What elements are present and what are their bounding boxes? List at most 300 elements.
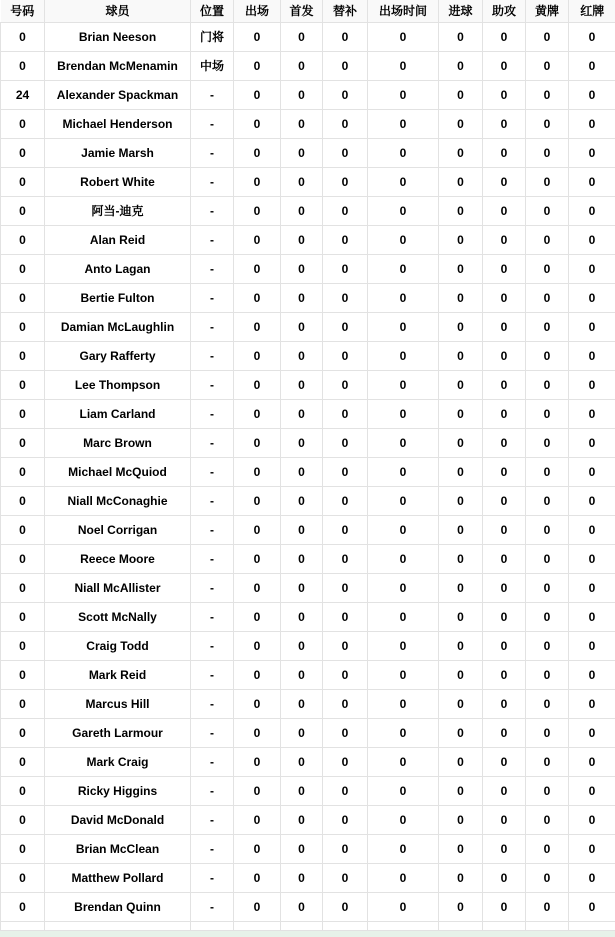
cell-yellow_cards: 0 bbox=[526, 776, 569, 805]
cell-starts: 0 bbox=[281, 747, 323, 776]
cell-assists: 0 bbox=[483, 254, 526, 283]
table-header-row bbox=[1, 0, 615, 22]
cell-appearances: 0 bbox=[234, 51, 281, 80]
cell-yellow_cards: 0 bbox=[526, 457, 569, 486]
cell-substitute: 0 bbox=[323, 892, 368, 921]
cell-appearances: 0 bbox=[234, 834, 281, 863]
cell-number: 0 bbox=[1, 718, 45, 747]
cell-position: - bbox=[191, 283, 234, 312]
cell-assists: 0 bbox=[483, 370, 526, 399]
cell-starts: 0 bbox=[281, 805, 323, 834]
cell-starts: 0 bbox=[281, 80, 323, 109]
cell-player: Matthew Pollard bbox=[45, 863, 191, 892]
cell-number: 0 bbox=[1, 109, 45, 138]
cell-number: 0 bbox=[1, 573, 45, 602]
cell-number: 24 bbox=[1, 80, 45, 109]
table-row bbox=[1, 631, 615, 660]
cell-goals: 0 bbox=[439, 283, 483, 312]
cell-assists: 0 bbox=[483, 486, 526, 515]
cell-assists: 0 bbox=[483, 196, 526, 225]
cell-appearances: 0 bbox=[234, 457, 281, 486]
cell-player: Niall McConaghie bbox=[45, 486, 191, 515]
cell-assists: 0 bbox=[483, 544, 526, 573]
cell-position: - bbox=[191, 776, 234, 805]
cell-yellow_cards: 0 bbox=[526, 486, 569, 515]
column-header-red_cards: 红牌 bbox=[569, 0, 615, 22]
cell-red_cards: 0 bbox=[569, 718, 615, 747]
cell-player: Brendan Quinn bbox=[45, 892, 191, 921]
cell-red_cards: 0 bbox=[569, 399, 615, 428]
cell-position: - bbox=[191, 892, 234, 921]
cell-goals: 0 bbox=[439, 80, 483, 109]
cell-minutes: 0 bbox=[368, 631, 439, 660]
cell-goals: 0 bbox=[439, 660, 483, 689]
cell-player: Alan Reid bbox=[45, 225, 191, 254]
cell-number: 0 bbox=[1, 515, 45, 544]
empty-cell bbox=[483, 921, 526, 930]
cell-player: Jamie Marsh bbox=[45, 138, 191, 167]
cell-goals: 0 bbox=[439, 138, 483, 167]
cell-red_cards: 0 bbox=[569, 689, 615, 718]
cell-starts: 0 bbox=[281, 515, 323, 544]
cell-red_cards: 0 bbox=[569, 631, 615, 660]
cell-number: 0 bbox=[1, 399, 45, 428]
cell-player: Scott McNally bbox=[45, 602, 191, 631]
cell-appearances: 0 bbox=[234, 196, 281, 225]
cell-yellow_cards: 0 bbox=[526, 51, 569, 80]
cell-yellow_cards: 0 bbox=[526, 399, 569, 428]
cell-minutes: 0 bbox=[368, 428, 439, 457]
cell-number: 0 bbox=[1, 834, 45, 863]
cell-position: 中场 bbox=[191, 51, 234, 80]
table-row bbox=[1, 196, 615, 225]
cell-position: - bbox=[191, 399, 234, 428]
cell-appearances: 0 bbox=[234, 109, 281, 138]
cell-red_cards: 0 bbox=[569, 486, 615, 515]
cell-player: Mark Reid bbox=[45, 660, 191, 689]
cell-substitute: 0 bbox=[323, 370, 368, 399]
cell-substitute: 0 bbox=[323, 225, 368, 254]
cell-yellow_cards: 0 bbox=[526, 515, 569, 544]
cell-red_cards: 0 bbox=[569, 51, 615, 80]
cell-starts: 0 bbox=[281, 370, 323, 399]
table-row bbox=[1, 573, 615, 602]
cell-red_cards: 0 bbox=[569, 834, 615, 863]
cell-red_cards: 0 bbox=[569, 660, 615, 689]
cell-goals: 0 bbox=[439, 167, 483, 196]
cell-red_cards: 0 bbox=[569, 254, 615, 283]
cell-minutes: 0 bbox=[368, 457, 439, 486]
cell-starts: 0 bbox=[281, 892, 323, 921]
cell-number: 0 bbox=[1, 283, 45, 312]
cell-minutes: 0 bbox=[368, 254, 439, 283]
cell-starts: 0 bbox=[281, 399, 323, 428]
cell-player: Lee Thompson bbox=[45, 370, 191, 399]
table-row bbox=[1, 138, 615, 167]
cell-red_cards: 0 bbox=[569, 892, 615, 921]
cell-assists: 0 bbox=[483, 109, 526, 138]
cell-goals: 0 bbox=[439, 225, 483, 254]
cell-appearances: 0 bbox=[234, 515, 281, 544]
cell-assists: 0 bbox=[483, 80, 526, 109]
cell-position: - bbox=[191, 602, 234, 631]
cell-red_cards: 0 bbox=[569, 22, 615, 51]
cell-goals: 0 bbox=[439, 573, 483, 602]
cell-starts: 0 bbox=[281, 196, 323, 225]
cell-substitute: 0 bbox=[323, 776, 368, 805]
cell-number: 0 bbox=[1, 689, 45, 718]
cell-number: 0 bbox=[1, 428, 45, 457]
cell-assists: 0 bbox=[483, 457, 526, 486]
cell-substitute: 0 bbox=[323, 457, 368, 486]
cell-goals: 0 bbox=[439, 776, 483, 805]
cell-appearances: 0 bbox=[234, 747, 281, 776]
cell-starts: 0 bbox=[281, 660, 323, 689]
cell-player: David McDonald bbox=[45, 805, 191, 834]
cell-substitute: 0 bbox=[323, 51, 368, 80]
cell-substitute: 0 bbox=[323, 196, 368, 225]
table-row bbox=[1, 602, 615, 631]
cell-starts: 0 bbox=[281, 283, 323, 312]
empty-cell bbox=[569, 921, 615, 930]
cell-number: 0 bbox=[1, 631, 45, 660]
table-row bbox=[1, 254, 615, 283]
cell-player: Bertie Fulton bbox=[45, 283, 191, 312]
table-row bbox=[1, 51, 615, 80]
table-row bbox=[1, 399, 615, 428]
cell-starts: 0 bbox=[281, 863, 323, 892]
cell-yellow_cards: 0 bbox=[526, 22, 569, 51]
cell-minutes: 0 bbox=[368, 138, 439, 167]
empty-cell bbox=[45, 921, 191, 930]
table-row bbox=[1, 457, 615, 486]
cell-red_cards: 0 bbox=[569, 747, 615, 776]
cell-appearances: 0 bbox=[234, 776, 281, 805]
cell-assists: 0 bbox=[483, 515, 526, 544]
table-row bbox=[1, 834, 615, 863]
cell-red_cards: 0 bbox=[569, 370, 615, 399]
cell-red_cards: 0 bbox=[569, 196, 615, 225]
table-row bbox=[1, 544, 615, 573]
cell-yellow_cards: 0 bbox=[526, 718, 569, 747]
cell-substitute: 0 bbox=[323, 167, 368, 196]
cell-position: - bbox=[191, 138, 234, 167]
cell-substitute: 0 bbox=[323, 283, 368, 312]
cell-minutes: 0 bbox=[368, 515, 439, 544]
cell-position: - bbox=[191, 805, 234, 834]
cell-substitute: 0 bbox=[323, 109, 368, 138]
table-row bbox=[1, 283, 615, 312]
cell-appearances: 0 bbox=[234, 544, 281, 573]
cell-player: Alexander Spackman bbox=[45, 80, 191, 109]
cell-assists: 0 bbox=[483, 689, 526, 718]
empty-cell bbox=[1, 921, 45, 930]
cell-minutes: 0 bbox=[368, 109, 439, 138]
cell-minutes: 0 bbox=[368, 399, 439, 428]
cell-assists: 0 bbox=[483, 602, 526, 631]
cell-yellow_cards: 0 bbox=[526, 109, 569, 138]
cell-assists: 0 bbox=[483, 892, 526, 921]
table-row bbox=[1, 747, 615, 776]
cell-red_cards: 0 bbox=[569, 805, 615, 834]
cell-yellow_cards: 0 bbox=[526, 80, 569, 109]
cell-starts: 0 bbox=[281, 341, 323, 370]
cell-appearances: 0 bbox=[234, 486, 281, 515]
cell-assists: 0 bbox=[483, 167, 526, 196]
cell-position: - bbox=[191, 631, 234, 660]
cell-goals: 0 bbox=[439, 689, 483, 718]
cell-appearances: 0 bbox=[234, 718, 281, 747]
table-row bbox=[1, 863, 615, 892]
cell-number: 0 bbox=[1, 863, 45, 892]
cell-substitute: 0 bbox=[323, 863, 368, 892]
cell-assists: 0 bbox=[483, 631, 526, 660]
cell-player: Michael Henderson bbox=[45, 109, 191, 138]
cell-assists: 0 bbox=[483, 834, 526, 863]
cell-player: Gary Rafferty bbox=[45, 341, 191, 370]
cell-substitute: 0 bbox=[323, 631, 368, 660]
cell-goals: 0 bbox=[439, 747, 483, 776]
cell-number: 0 bbox=[1, 22, 45, 51]
cell-assists: 0 bbox=[483, 660, 526, 689]
column-header-minutes: 出场时间 bbox=[368, 0, 439, 22]
cell-goals: 0 bbox=[439, 312, 483, 341]
cell-starts: 0 bbox=[281, 138, 323, 167]
cell-substitute: 0 bbox=[323, 138, 368, 167]
cell-player: Damian McLaughlin bbox=[45, 312, 191, 341]
cell-position: - bbox=[191, 254, 234, 283]
cell-number: 0 bbox=[1, 892, 45, 921]
table-row bbox=[1, 80, 615, 109]
cell-goals: 0 bbox=[439, 254, 483, 283]
cell-goals: 0 bbox=[439, 109, 483, 138]
cell-position: - bbox=[191, 109, 234, 138]
cell-appearances: 0 bbox=[234, 602, 281, 631]
cell-substitute: 0 bbox=[323, 660, 368, 689]
column-header-position: 位置 bbox=[191, 0, 234, 22]
table-row bbox=[1, 167, 615, 196]
cell-number: 0 bbox=[1, 225, 45, 254]
cell-number: 0 bbox=[1, 196, 45, 225]
cell-red_cards: 0 bbox=[569, 573, 615, 602]
table-row bbox=[1, 370, 615, 399]
cell-goals: 0 bbox=[439, 805, 483, 834]
cell-red_cards: 0 bbox=[569, 428, 615, 457]
cell-yellow_cards: 0 bbox=[526, 428, 569, 457]
cell-substitute: 0 bbox=[323, 341, 368, 370]
cell-appearances: 0 bbox=[234, 138, 281, 167]
cell-number: 0 bbox=[1, 138, 45, 167]
cell-assists: 0 bbox=[483, 399, 526, 428]
cell-player: Noel Corrigan bbox=[45, 515, 191, 544]
cell-player: Robert White bbox=[45, 167, 191, 196]
cell-starts: 0 bbox=[281, 602, 323, 631]
cell-position: - bbox=[191, 660, 234, 689]
cell-appearances: 0 bbox=[234, 892, 281, 921]
cell-goals: 0 bbox=[439, 863, 483, 892]
cell-appearances: 0 bbox=[234, 254, 281, 283]
cell-position: - bbox=[191, 312, 234, 341]
cell-minutes: 0 bbox=[368, 776, 439, 805]
cell-assists: 0 bbox=[483, 51, 526, 80]
cell-player: Brendan McMenamin bbox=[45, 51, 191, 80]
cell-starts: 0 bbox=[281, 486, 323, 515]
column-header-yellow_cards: 黄牌 bbox=[526, 0, 569, 22]
cell-assists: 0 bbox=[483, 863, 526, 892]
cell-minutes: 0 bbox=[368, 602, 439, 631]
cell-substitute: 0 bbox=[323, 22, 368, 51]
cell-yellow_cards: 0 bbox=[526, 573, 569, 602]
table-row bbox=[1, 718, 615, 747]
cell-goals: 0 bbox=[439, 457, 483, 486]
cell-player: Michael McQuiod bbox=[45, 457, 191, 486]
cell-substitute: 0 bbox=[323, 718, 368, 747]
cell-starts: 0 bbox=[281, 312, 323, 341]
partial-empty-row bbox=[1, 921, 615, 930]
cell-player: Liam Carland bbox=[45, 399, 191, 428]
table-row bbox=[1, 515, 615, 544]
cell-player: Marcus Hill bbox=[45, 689, 191, 718]
cell-minutes: 0 bbox=[368, 283, 439, 312]
cell-minutes: 0 bbox=[368, 718, 439, 747]
cell-appearances: 0 bbox=[234, 573, 281, 602]
cell-substitute: 0 bbox=[323, 399, 368, 428]
table-row bbox=[1, 109, 615, 138]
cell-yellow_cards: 0 bbox=[526, 283, 569, 312]
cell-yellow_cards: 0 bbox=[526, 747, 569, 776]
cell-substitute: 0 bbox=[323, 544, 368, 573]
cell-substitute: 0 bbox=[323, 602, 368, 631]
cell-goals: 0 bbox=[439, 544, 483, 573]
cell-player: Brian Neeson bbox=[45, 22, 191, 51]
cell-player: 阿当-迪克 bbox=[45, 196, 191, 225]
cell-goals: 0 bbox=[439, 834, 483, 863]
cell-assists: 0 bbox=[483, 341, 526, 370]
cell-red_cards: 0 bbox=[569, 80, 615, 109]
cell-appearances: 0 bbox=[234, 863, 281, 892]
cell-number: 0 bbox=[1, 776, 45, 805]
cell-substitute: 0 bbox=[323, 515, 368, 544]
column-header-substitute: 替补 bbox=[323, 0, 368, 22]
cell-appearances: 0 bbox=[234, 341, 281, 370]
cell-number: 0 bbox=[1, 747, 45, 776]
totals-row-strip bbox=[0, 931, 615, 937]
table-row bbox=[1, 486, 615, 515]
cell-yellow_cards: 0 bbox=[526, 254, 569, 283]
cell-appearances: 0 bbox=[234, 22, 281, 51]
cell-appearances: 0 bbox=[234, 370, 281, 399]
cell-yellow_cards: 0 bbox=[526, 312, 569, 341]
cell-appearances: 0 bbox=[234, 689, 281, 718]
empty-cell bbox=[281, 921, 323, 930]
cell-number: 0 bbox=[1, 167, 45, 196]
cell-minutes: 0 bbox=[368, 689, 439, 718]
cell-assists: 0 bbox=[483, 573, 526, 602]
cell-number: 0 bbox=[1, 341, 45, 370]
column-header-number: 号码 bbox=[1, 0, 45, 22]
cell-appearances: 0 bbox=[234, 631, 281, 660]
cell-assists: 0 bbox=[483, 805, 526, 834]
cell-starts: 0 bbox=[281, 428, 323, 457]
cell-player: Gareth Larmour bbox=[45, 718, 191, 747]
cell-yellow_cards: 0 bbox=[526, 689, 569, 718]
cell-appearances: 0 bbox=[234, 167, 281, 196]
cell-yellow_cards: 0 bbox=[526, 167, 569, 196]
cell-minutes: 0 bbox=[368, 544, 439, 573]
table-row bbox=[1, 689, 615, 718]
cell-player: Mark Craig bbox=[45, 747, 191, 776]
cell-position: - bbox=[191, 718, 234, 747]
cell-position: - bbox=[191, 573, 234, 602]
cell-red_cards: 0 bbox=[569, 109, 615, 138]
cell-player: Marc Brown bbox=[45, 428, 191, 457]
cell-appearances: 0 bbox=[234, 660, 281, 689]
cell-substitute: 0 bbox=[323, 80, 368, 109]
cell-appearances: 0 bbox=[234, 225, 281, 254]
cell-starts: 0 bbox=[281, 225, 323, 254]
cell-starts: 0 bbox=[281, 109, 323, 138]
cell-position: - bbox=[191, 834, 234, 863]
cell-number: 0 bbox=[1, 370, 45, 399]
cell-position: - bbox=[191, 863, 234, 892]
cell-number: 0 bbox=[1, 312, 45, 341]
cell-position: - bbox=[191, 167, 234, 196]
table-row bbox=[1, 776, 615, 805]
cell-position: - bbox=[191, 486, 234, 515]
cell-minutes: 0 bbox=[368, 892, 439, 921]
column-header-player: 球员 bbox=[45, 0, 191, 22]
cell-minutes: 0 bbox=[368, 370, 439, 399]
cell-appearances: 0 bbox=[234, 399, 281, 428]
cell-number: 0 bbox=[1, 254, 45, 283]
cell-starts: 0 bbox=[281, 51, 323, 80]
cell-minutes: 0 bbox=[368, 573, 439, 602]
cell-red_cards: 0 bbox=[569, 515, 615, 544]
cell-minutes: 0 bbox=[368, 341, 439, 370]
table-row bbox=[1, 22, 615, 51]
cell-goals: 0 bbox=[439, 486, 483, 515]
empty-cell bbox=[323, 921, 368, 930]
cell-goals: 0 bbox=[439, 602, 483, 631]
cell-starts: 0 bbox=[281, 544, 323, 573]
table-row bbox=[1, 312, 615, 341]
cell-red_cards: 0 bbox=[569, 341, 615, 370]
cell-goals: 0 bbox=[439, 631, 483, 660]
cell-starts: 0 bbox=[281, 573, 323, 602]
cell-yellow_cards: 0 bbox=[526, 602, 569, 631]
cell-substitute: 0 bbox=[323, 428, 368, 457]
column-header-starts: 首发 bbox=[281, 0, 323, 22]
cell-substitute: 0 bbox=[323, 805, 368, 834]
cell-red_cards: 0 bbox=[569, 283, 615, 312]
cell-starts: 0 bbox=[281, 457, 323, 486]
table-row bbox=[1, 225, 615, 254]
cell-goals: 0 bbox=[439, 718, 483, 747]
cell-minutes: 0 bbox=[368, 747, 439, 776]
cell-appearances: 0 bbox=[234, 428, 281, 457]
cell-position: - bbox=[191, 544, 234, 573]
cell-number: 0 bbox=[1, 486, 45, 515]
cell-assists: 0 bbox=[483, 747, 526, 776]
table-row bbox=[1, 892, 615, 921]
cell-yellow_cards: 0 bbox=[526, 631, 569, 660]
cell-position: - bbox=[191, 196, 234, 225]
cell-number: 0 bbox=[1, 544, 45, 573]
empty-cell bbox=[191, 921, 234, 930]
cell-goals: 0 bbox=[439, 341, 483, 370]
column-header-goals: 进球 bbox=[439, 0, 483, 22]
cell-starts: 0 bbox=[281, 167, 323, 196]
